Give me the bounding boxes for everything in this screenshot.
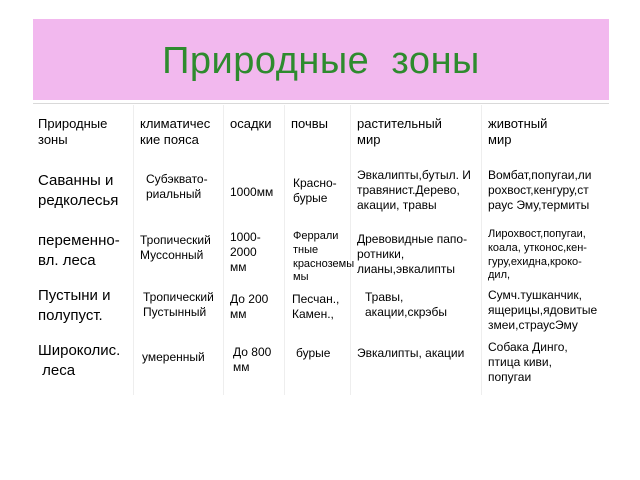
plants-cell: Древовидные папо- ротники, лианы,эвкалипты (357, 232, 468, 276)
climate-cell: Субэквато- риальный (146, 172, 208, 201)
plants-cell: Эвкалипты, акации (357, 346, 465, 360)
precipitation-cell: До 800 мм (233, 345, 272, 374)
soils-cell: бурые (296, 346, 331, 360)
soils-cell: Песчан., Камен., (292, 292, 340, 321)
title-banner (33, 19, 609, 100)
animals-cell: Собака Динго, птица киви, попугаи (488, 340, 568, 384)
precipitation-cell: 1000- 2000 мм (230, 230, 261, 274)
column-separator (223, 105, 224, 395)
animals-cell: Вомбат,попугаи,ли рохвост,кенгуру,ст раус Эму,термиты (488, 168, 592, 212)
animals-cell: Лирохвост,попугаи, коала, утконос,кен- гуру,ехидна,кроко- дил, (488, 228, 587, 282)
column-separator (481, 105, 482, 395)
plants-cell: Травы, акации,скрэбы (365, 290, 448, 319)
header-divider (33, 103, 609, 104)
soils-cell: Феррали тные красноземы мы (293, 230, 355, 284)
zone-name: Пустыни и полупуст. (38, 287, 111, 324)
precipitation-cell: 1000мм (230, 185, 274, 199)
plants-cell: Эвкалипты,бутыл. И травянист.Дерево, акации, травы (357, 168, 471, 212)
header-climate: климатичес кие пояса (140, 116, 211, 148)
climate-cell: умеренный (142, 350, 205, 364)
slide-title: Природные зоны (162, 40, 480, 82)
zone-name: Широколис. леса (38, 342, 121, 379)
climate-cell: Тропический Муссонный (140, 233, 211, 262)
soils-cell: Красно- бурые (293, 176, 337, 205)
header-plants: растительный мир (357, 116, 442, 148)
column-separator (284, 105, 285, 395)
column-separator (133, 105, 134, 395)
header-animals: животный мир (488, 116, 548, 148)
climate-cell: Тропический Пустынный (143, 290, 214, 319)
header-zones: Природные зоны (38, 116, 108, 148)
zone-name: Саванны и редколесья (38, 172, 119, 209)
animals-cell: Сумч.тушканчик, ящерицы,ядовитые змеи,страусЭму (488, 288, 598, 332)
header-soils: почвы (291, 116, 329, 131)
zone-name: переменно- вл. леса (38, 232, 120, 269)
header-precipitation: осадки (230, 116, 272, 131)
precipitation-cell: До 200 мм (230, 292, 269, 321)
